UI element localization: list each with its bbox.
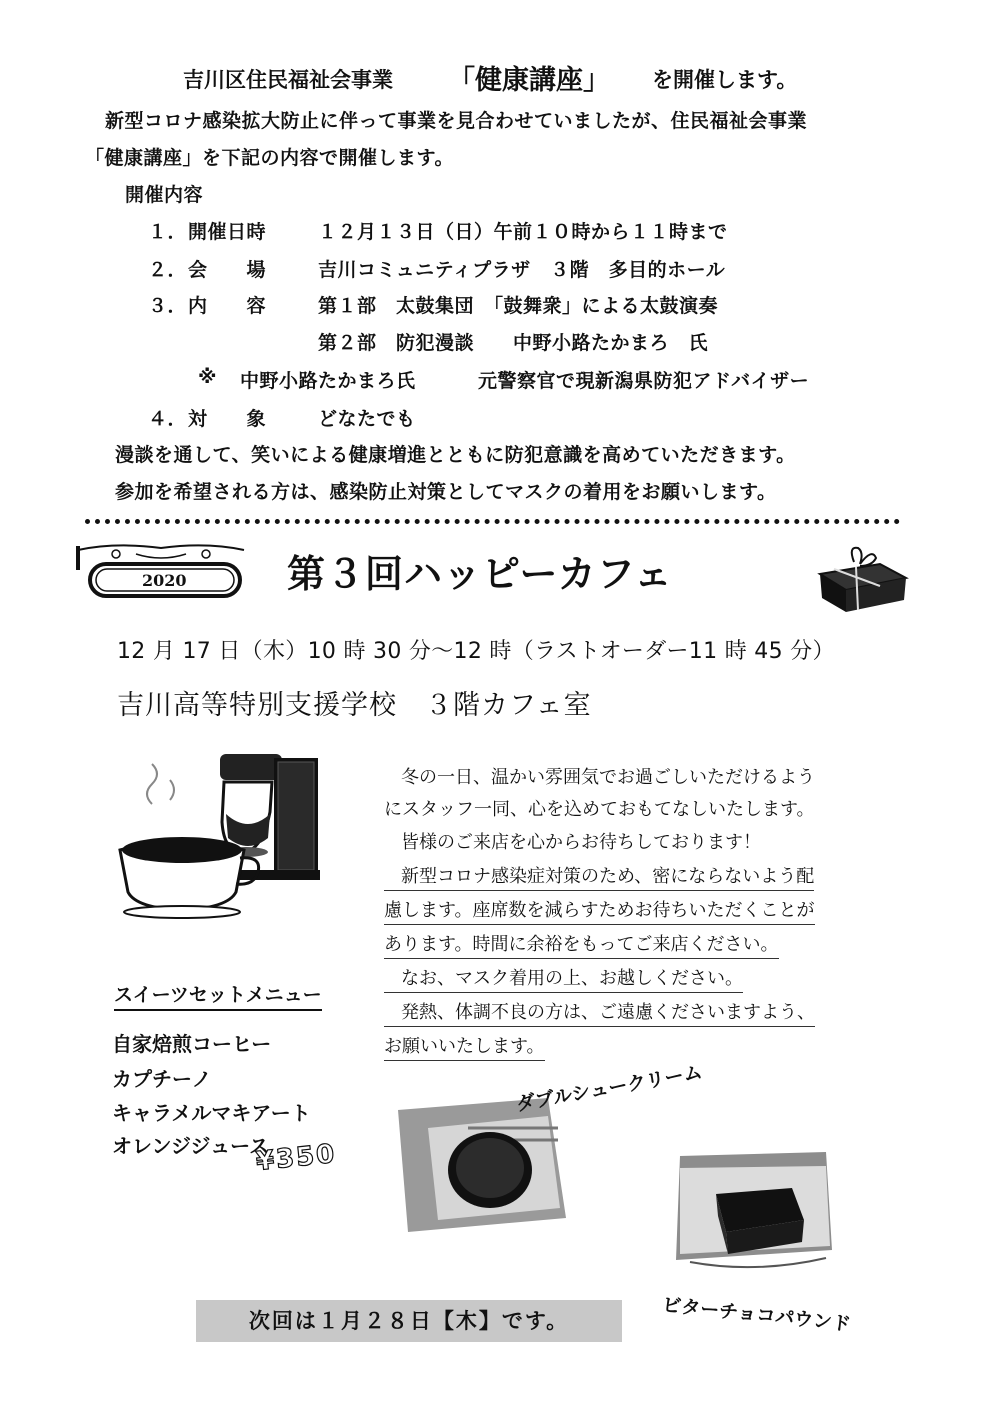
seminar-section-heading: 開催内容 — [125, 184, 204, 206]
year-badge — [76, 540, 246, 602]
menu-heading: スイーツセットメニュー — [114, 980, 322, 1011]
message-line: 新型コロナ感染症対策のため、密にならないよう配 — [384, 862, 814, 891]
menu-item: オレンジジュース — [112, 1134, 270, 1158]
seminar-closing-line1: 漫談を通して、笑いによる健康増進とともに防犯意識を高めていただきます。 — [115, 444, 796, 466]
item-number: ４． — [148, 408, 188, 430]
item-number: ３． — [148, 295, 188, 317]
note-mark: ※ — [198, 366, 217, 388]
item-number: １． — [148, 221, 188, 243]
seminar-title-prefix: 吉川区住民福祉会事業 — [183, 68, 393, 92]
message-line: にスタッフ一同、心を込めておもてなしいたします。 — [384, 799, 815, 820]
item-label: 対 象 — [188, 408, 267, 430]
message-line: 発熱、体調不良の方は、ご遠慮くださいますよう、 — [384, 998, 815, 1027]
gift-box-icon — [810, 534, 910, 614]
note-label: 中野小路たかまろ氏 — [240, 370, 416, 392]
coffee-illustration-icon — [112, 742, 324, 922]
cafe-datetime: 12 月 17 日（木）10 時 30 分～12 時（ラストオーダー11 時 45 分） — [117, 639, 835, 664]
next-session-notice: 次回は１月２８日【木】です。 — [196, 1300, 622, 1342]
seminar-title-main: 「健康講座」 — [448, 65, 610, 96]
item-value: どなたでも — [318, 408, 416, 430]
item-value: １２月１３日（日）午前１０時から１１時まで — [318, 221, 728, 243]
item-value: 第２部 防犯漫談 中野小路たかまろ 氏 — [318, 332, 709, 354]
message-line: 慮します。座席数を減らすためお待ちいただくことが — [384, 896, 815, 925]
item-value: 吉川コミュニティプラザ ３階 多目的ホール — [318, 259, 726, 281]
message-line: なお、マスク着用の上、お越しください。 — [384, 964, 743, 993]
menu-item: 自家焙煎コーヒー — [112, 1032, 272, 1056]
seminar-intro-line1: 新型コロナ感染拡大防止に伴って事業を見合わせていましたが、住民福祉会事業 — [105, 110, 808, 132]
message-line: あります。時間に余裕をもってご来店ください。 — [384, 930, 779, 959]
menu-item: キャラメルマキアート — [112, 1101, 311, 1125]
cafe-title: 第３回ハッピーカフェ — [287, 552, 673, 596]
seminar-title-suffix: を開催します。 — [652, 68, 798, 92]
item-value: 第１部 太鼓集団 「鼓舞衆」による太鼓演奏 — [318, 295, 719, 317]
item-label: 開催日時 — [188, 221, 267, 243]
chocolate-cake-photo — [676, 1150, 836, 1280]
item-label: 内 容 — [188, 295, 267, 317]
cream-puff-photo — [398, 1098, 568, 1233]
year-badge-text: 2020 — [142, 571, 187, 590]
sweet-label-cream-puff: ダブルシュークリーム — [514, 1061, 705, 1116]
seminar-closing-line2: 参加を希望される方は、感染防止対策としてマスクの着用をお願いします。 — [115, 481, 777, 503]
menu-item: カプチーノ — [112, 1067, 212, 1091]
item-label: 会 場 — [188, 259, 267, 281]
item-number: ２． — [148, 259, 188, 281]
cafe-venue: 吉川高等特別支援学校 ３階カフェ室 — [117, 690, 592, 721]
menu-price: ¥350 — [254, 1138, 338, 1178]
message-line: 皆様のご来店を心からお待ちしております！ — [401, 832, 761, 853]
message-line: 冬の一日、温かい雰囲気でお過ごしいただけるよう — [401, 767, 815, 788]
message-line: お願いいたします。 — [384, 1032, 545, 1061]
note-value: 元警察官で現新潟県防犯アドバイザー — [478, 370, 810, 392]
sweet-label-chocolate-cake: ビターチョコパウンド — [661, 1293, 852, 1336]
section-divider — [85, 519, 900, 524]
seminar-intro-line2: 「健康講座」を下記の内容で開催します。 — [85, 147, 454, 169]
